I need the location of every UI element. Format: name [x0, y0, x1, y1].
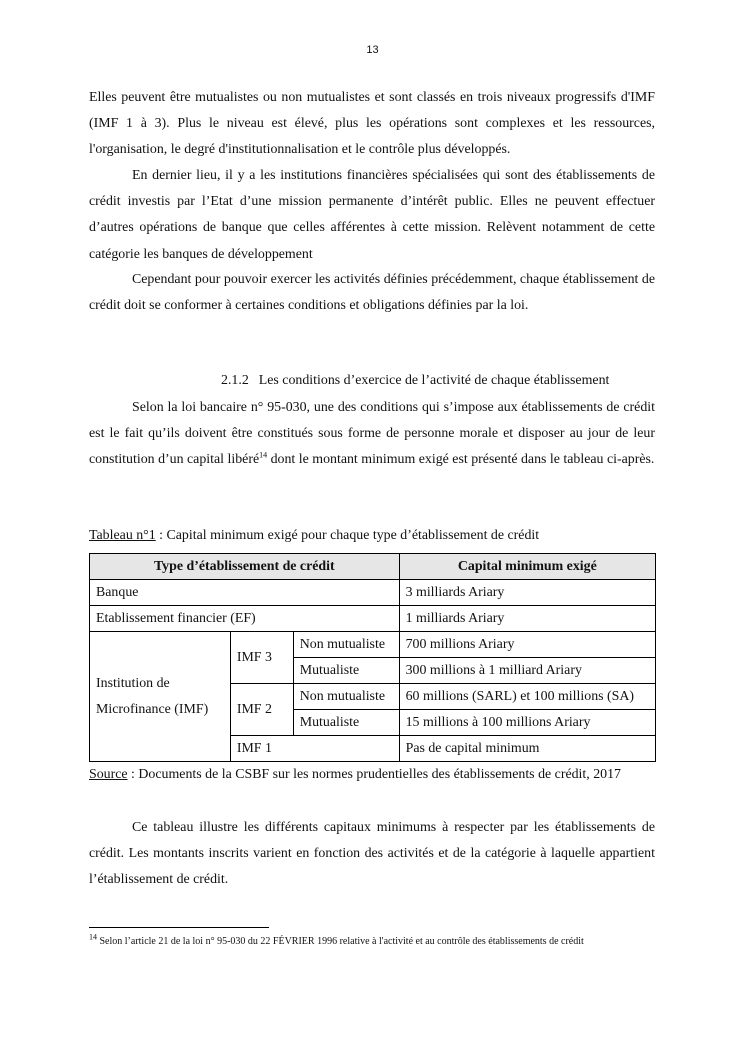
cell-imf2-mutualiste: Mutualiste [293, 710, 399, 736]
cell-imf3-level: IMF 3 [230, 632, 293, 684]
imf-label-line2: Microfinance (IMF) [96, 701, 209, 717]
table-caption [89, 526, 539, 546]
cell-imf2-non-mutualiste-capital: 60 millions (SARL) et 100 millions (SA) [399, 684, 655, 710]
table-row [90, 606, 656, 632]
imf-label-line1: Institution de [96, 675, 170, 691]
source-text: : Documents de la CSBF sur les normes prudentielles des établissements de crédit, 2017 [127, 767, 621, 782]
cell-imf-type [90, 632, 231, 762]
table-header-row [90, 554, 656, 580]
cell-imf3-non-mutualiste-capital: 700 millions Ariary [399, 632, 655, 658]
paragraph-banking-law-text-end: dont le montant minimum exigé est présenté dans le tableau ci-après. [267, 452, 655, 468]
page-number: 13 [366, 44, 379, 56]
cell-imf3-mutualiste-capital: 300 millions à 1 milliard Ariary [399, 658, 655, 684]
cell-imf1-level: IMF 1 [230, 736, 399, 762]
cell-imf3-non-mutualiste: Non mutualiste [293, 632, 399, 658]
source-label: Source [89, 767, 128, 782]
cell-imf1-capital: Pas de capital minimum [399, 736, 655, 762]
footnote-ref: 14 [259, 450, 268, 460]
cell-imf2-mutualiste-capital: 15 millions à 100 millions Ariary [399, 710, 655, 736]
paragraph-conditions-intro: Cependant pour pouvoir exercer les activités définies précédemment, chaque établissement de crédit doit se conformer à certaines conditions et obligations définies par la loi. [89, 272, 655, 314]
paragraph-banking-law-text: Selon la loi bancaire n° 95-030, une des conditions qui s’impose aux établissements de crédit est le fait qu’ils doivent être constitués sous forme de personne morale et disposer au jour de leur constitution d’un capital libéré [89, 400, 655, 468]
footnote-divider [89, 927, 269, 928]
paragraph-imf-levels: Elles peuvent être mutualistes ou non mutualistes et sont classés en trois niveaux progressifs d'IMF (IMF 1 à 3). Plus le niveau est élevé, plus les opérations sont complexes et les ressources, l'organisation, le degré d'institutionnalisation et le contrôle plus développés. [89, 90, 655, 158]
capital-table [89, 553, 656, 762]
section-heading-2-1-2 [221, 368, 609, 394]
cell-imf2-non-mutualiste: Non mutualiste [293, 684, 399, 710]
table-caption-label: Tableau n°1 [89, 528, 156, 543]
cell-imf3-mutualiste: Mutualiste [293, 658, 399, 684]
cell-ef-capital: 1 milliards Ariary [399, 606, 655, 632]
footnote-text: Selon l’article 21 de la loi n° 95-030 du 22 FÉVRIER 1996 relative à l'activité et au contrôle des établissements de crédit [97, 936, 584, 947]
table-caption-text: : Capital minimum exigé pour chaque type d’établissement de crédit [155, 528, 540, 543]
table-row [90, 632, 656, 658]
cell-banque-capital: 3 milliards Ariary [399, 580, 655, 606]
cell-ef-type: Etablissement financier (EF) [90, 606, 400, 632]
header-capital: Capital minimum exigé [399, 554, 655, 580]
footnote-marker: 14 [89, 932, 97, 942]
paragraph-table-comment: Ce tableau illustre les différents capitaux minimums à respecter par les établissements de crédit. Les montants inscrits varient en fonction des activités et de la catégorie à laquelle appartient l’établissement de crédit. [89, 820, 655, 888]
footnote [89, 932, 655, 949]
paragraph-banking-law [89, 395, 655, 474]
cell-imf2-level: IMF 2 [230, 684, 293, 736]
paragraph-specialized-institutions: En dernier lieu, il y a les institutions financières spécialisées qui sont des établissements de crédit investis par l’Etat d’une mission permanente d’intérêt public. Elles ne peuvent effectuer d’autres opérations de banque que celles afférentes à cette mission. Relèvent notamment de cette catégorie les banques de développement [89, 168, 655, 262]
header-type: Type d’établissement de crédit [90, 554, 400, 580]
cell-banque-type: Banque [90, 580, 400, 606]
section-title: Les conditions d’exercice de l’activité de chaque établissement [258, 373, 610, 388]
section-number: 2.1.2 [221, 373, 249, 388]
table-source [89, 765, 621, 785]
table-row [90, 580, 656, 606]
